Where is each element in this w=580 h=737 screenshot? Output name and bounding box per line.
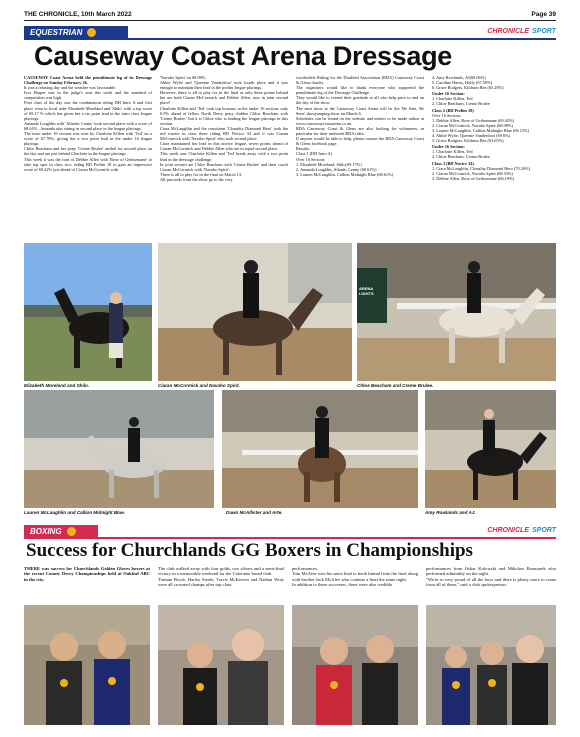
paragraph: First class of the day saw the combination riding DH Intro A and first place went to local rider Elizabeth Moreland and 'Shilo' with a top score of 69.17 % which has given her a six point lead in the intro class league placings. (24, 100, 152, 121)
paragraph: The organisers would like to thank everyone who supported the penultimate leg of the Dressage Challenge. (296, 85, 424, 96)
paragraph: This week saw Charlotte Killen and 'Ted' break away with a two point lead in the dressage challenge. (160, 151, 288, 162)
section-tag-label: BOXING (30, 526, 62, 536)
paragraph: Over 16 Section: (296, 156, 326, 162)
chronicle-label: CHRONICLE (487, 28, 529, 35)
header-rule (24, 20, 556, 21)
paragraph: If anyone would be able to help, please contact the RDA Causeway Coast & Glens facebook page. (296, 136, 424, 147)
photo-boxers-medals-3 (292, 605, 418, 725)
photo-boxers-medals-1 (24, 605, 150, 725)
paragraph: 1. Elizabeth Moreland, Shilo(69.17%) (296, 161, 362, 167)
paragraph: It was a relaxing day and the weather was favourable. (24, 85, 117, 91)
paragraph: 2. Ciaran McCormick, Navaho Spirit (68.53%) (432, 170, 513, 176)
paragraph: Class 2 (BD Prelim 18) (432, 107, 474, 113)
publication-date: THE CHRONICLE, 10th March 2022 (24, 10, 132, 18)
paragraph: CAUSEWAY Coast Arena held the penultimate leg of its Dressage Challenge on Sunday February 26. (24, 75, 152, 86)
chronicle-sport-tag-boxing (416, 525, 556, 536)
paragraph: Class 3 (BD Novice 34) (432, 160, 474, 166)
paragraph: 2. Chloe Beacham, Creme Brulee (432, 154, 490, 160)
article-column-1 (24, 75, 152, 240)
paragraph: Results: (296, 146, 310, 152)
paragraph: 2. Chloe Beacham, Creme Brulee (432, 101, 490, 107)
paragraph: Abbie Wylie and 'Queenie Vanderdoot' took fourth place and it was enough to maintain their lead in the prelim league placings. (160, 80, 288, 91)
photo-amy-rowlands-aj (425, 390, 556, 508)
paragraph: 1. Charlotte Killen, Ted (432, 96, 473, 102)
boxing-column-4 (426, 566, 556, 602)
boxing-column-3 (292, 566, 418, 602)
paragraph: They would like to extend their gratitude to all who help prior to and on the day of the show. (296, 95, 424, 106)
paragraph: In joint second are Chloe Beacham with 'Creme Brulee' and their coach Ciaran McCormick with 'Navaho Spirit'. (160, 161, 288, 172)
boxing-column-1 (24, 566, 150, 602)
paragraph: 3. Debbie Allen, Rose of Gethsemane (66.19%) (432, 175, 514, 181)
paragraph: Tom McAfee won his semi-final to book himself into the final along with brother Jack McAfee who contests a final the same night. (292, 571, 418, 582)
caption-4: Lauren McLaughlin and Callion Midnight Blue. (24, 510, 126, 515)
paragraph: performances from Oskar Kolowski and Mikolaw Rozmarek who performed admirably on the night. (426, 566, 556, 577)
paragraph: The intro under 16 section was won by Charlotte Killen with 'Ted' on a score of 67.78%, giving her a two point lead in the under 16 league placings. (24, 131, 152, 147)
section-rule (24, 38, 556, 40)
paragraph: The club walked away with four golds, two silvers and a semi-final victory in a memorable weekend for the Coleraine based club. (158, 566, 284, 577)
paragraph: 3. Lauren McLaughlin, Callion Midnight Blue (66.15%) (432, 127, 530, 133)
paragraph: Class 1 (DH Intro A) (296, 151, 333, 157)
swirl-logo-icon (87, 28, 96, 37)
paragraph: 6. Grace Rodgers, Kildrum Bez (65.28%) (432, 85, 504, 91)
section-tag-equestrian (24, 26, 128, 38)
caption-6: Amy Rowlands and AJ. (425, 510, 476, 515)
sport-label: SPORT (532, 527, 556, 534)
section-tag-label: EQUESTRIAN (30, 27, 83, 37)
paragraph: This week it was the turn of Debbie Allen with 'Rose of Gethsemane' to take top spot in class two, riding BD Prelim 18 to gain an impressive score of 69.42% just ahead of Ciaran McCormick with (24, 156, 152, 172)
paragraph: 1. Debbie Allen, Rose of Gethsemane (69.42%) (432, 117, 514, 123)
photo-elizabeth-moreland-shilo (24, 243, 152, 381)
chronicle-label: CHRONICLE (487, 527, 529, 534)
page-number: Page 39 (531, 10, 556, 18)
paragraph: Under 16 Section: (432, 91, 465, 97)
paragraph: However, there is all to play for in the final as only three points behind her are both Ciaran McCormick and Debbie Allen, now in joint second place! (160, 90, 288, 106)
paragraph: Ivor Harper was in the judge's seat this week and the standard of competition was high. (24, 90, 152, 101)
paragraph: 5. Grace Rodgers, Kildrum Bez (63.65%) (432, 138, 504, 144)
boxing-section-rule (24, 537, 556, 539)
paragraph: Over 16 Section: (432, 112, 462, 118)
paragraph: Ciara McLaughlin and the consistent 'Clonality Diamond Hero' took the red rosette in class three riding BD Novice 34 and it was Ciaran McCormick with 'Navaho Spirit' who took second place. (160, 125, 288, 142)
paragraph: All proceeds from the show go to the very (160, 176, 233, 182)
article-column-2 (160, 75, 288, 240)
paragraph: There is all to play for in the final on March 13. (160, 171, 243, 177)
paragraph: 2. Ciaran McCormick, Navaho Spirit (68.08%) (432, 122, 513, 128)
paragraph: 'Navaho Spirit' on 68.08%. (160, 75, 207, 80)
paragraph: The next show at the Causeway Coast Arena will be the 'Be Safe, Be Seen' showjumping show on March 6. (296, 105, 424, 116)
paragraph: THERE was success for Churchlands Golden Gloves boxers at the recent County Derry Championships held at Oakleaf ABC in the city. (24, 566, 150, 582)
paragraph: 5. Caroline Harris, Holly (67.50%) (432, 80, 493, 86)
chronicle-sport-tag (416, 26, 556, 37)
photo-ciaran-mccormick-navaho-spirit (158, 243, 352, 381)
swirl-logo-icon (67, 527, 76, 536)
caption-5: Dawn McAllister and Arte. (226, 510, 283, 515)
paragraph: 1. Charlotte Killen, Ted (432, 149, 473, 155)
section-tag-boxing (24, 525, 98, 537)
paragraph: "We're so very proud of all the boys and there is plenty more to come from all of them," said a club spokesperson. (426, 576, 556, 588)
boxing-headline: Success for Churchlands GG Boxers in Championships (26, 540, 473, 561)
arena-sign: ARENA LIGHTS (359, 286, 374, 296)
boxing-column-2 (158, 566, 284, 602)
paragraph: 1. Ciara McLaughlin, Clonality Diamond Hero (70.26%) (432, 165, 530, 171)
article-column-3 (296, 75, 424, 240)
paragraph: Chloe Beacham and her pony 'Creme Brulee' settled for second place on the day and are just behind Charlotte in the league placings. (24, 146, 152, 157)
equestrian-headline: Causeway Coast Arena Dressage (34, 41, 453, 71)
paragraph: 2. Amanda Loughlin, Atlantic Lenny (68.61%) (296, 166, 377, 172)
caption-1: Elizabeth Moreland and Shilo. (24, 383, 90, 388)
paragraph: Ciara maintained her lead in this novice league, seven points ahead of Ciaran McCormick and Debbie Allen who are in equal second place. (160, 141, 288, 152)
paragraph: Charlotte Killen and 'Ted' took top honours in the under 16 section, only 0.5% ahead of fellow North Derry pony clubber Chloe Beacham with 'Creme Brulee,' but it is Chloe who is leading the league placings in this section. (160, 105, 288, 126)
page-header (24, 8, 556, 20)
paragraph: 4. Abbie Wylie, Queenie Vanderdoot (69.6%) (432, 133, 511, 139)
paragraph: 3. Lauren McLaughlin, Callion Midnight Blue (68.61%) (296, 171, 394, 177)
caption-2: Ciaran McCormick and Navaho Spirit. (158, 383, 240, 388)
paragraph: 4. Amy Rowlands, AJ(68.06%) (432, 75, 486, 80)
paragraph: Amanda Loughlin with 'Atlantic Lenny' took second place with a score of 68.61% , Amanda also sitting in second place in the league placings. (24, 120, 152, 131)
paragraph: Under 16 Section: (432, 144, 465, 150)
photo-boxers-medals-4 (426, 605, 556, 725)
photo-lauren-mclaughlin-callion-midnight-blue (24, 390, 214, 508)
paragraph: RDA Causeway Coast & Glens are also looking for volunteers, in particular for their midweek RDA rides. (296, 125, 424, 137)
paragraph: worthwhile Riding for the Disabled Association (RDA) Causeway Coast & Glens charity. (296, 75, 424, 86)
article-column-4 (432, 75, 556, 240)
sport-label: SPORT (532, 28, 556, 35)
paragraph: In addition to these successes, there were also credible (292, 582, 393, 588)
caption-3: Chloe Beacham and Creme Brulee. (357, 383, 434, 388)
photo-boxers-medals-2 (158, 605, 284, 725)
photo-dawn-mcallister-arte (222, 390, 418, 508)
paragraph: performances. (292, 566, 319, 571)
paragraph: Schedules can be found on the website and entries to be made online at www.causewaycoastarena.co.uk. (296, 115, 424, 126)
photo-chloe-beacham-creme-brulee (357, 243, 556, 381)
paragraph: Tiarnan Boyle, Harley Steele, Travis McKeown and Nathan Wray were all crowned champs after top class (158, 576, 284, 588)
